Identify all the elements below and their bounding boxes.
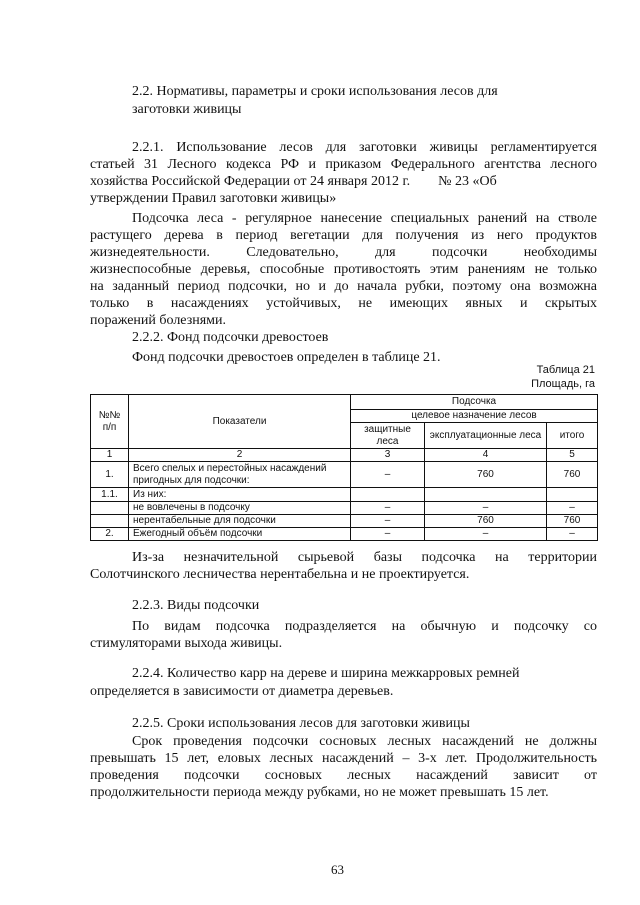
- row-protective: –: [351, 515, 425, 528]
- p225-line3: проведения подсочки сосновых лесных насаждений зависит от: [90, 768, 597, 783]
- page-number: 63: [331, 862, 344, 877]
- table-index-row: [91, 449, 598, 462]
- col-podsochka-header: Подсочка: [351, 395, 598, 410]
- heading-223: 2.2.3. Виды подсочки: [132, 598, 260, 613]
- row-protective: –: [351, 502, 425, 515]
- podsochka-line4: жизнеспособные деревья, способные противостоять этим ранениям не только: [90, 262, 597, 277]
- row-total: –: [547, 528, 598, 541]
- table-row: [91, 502, 598, 515]
- p221-line3: хозяйства Российской Федерации от 24 января 2012 г. № 23 «Об: [90, 174, 497, 189]
- row-protective: [351, 488, 425, 502]
- table-row: [91, 462, 598, 488]
- row-num: 1.1.: [91, 488, 129, 502]
- p225-line4: продолжительности периода между рубками, но не может превышать 15 лет.: [90, 785, 549, 800]
- col-exploitation-header: эксплуатационные леса: [425, 423, 547, 449]
- row-exploitation: 760: [425, 462, 547, 488]
- row-label: не вовлечены в подсочку: [129, 502, 351, 515]
- table-row: [91, 528, 598, 541]
- row-num: [91, 515, 129, 528]
- section-title-line2: заготовки живицы: [132, 102, 242, 117]
- table-row: [91, 515, 598, 528]
- col-purpose-header: целевое назначение лесов: [351, 410, 598, 423]
- row-exploitation: –: [425, 528, 547, 541]
- table-unit: Площадь, га: [531, 378, 595, 390]
- p225-line2: превышать 15 лет, еловых лесных насаждений – 3-х лет. Продолжительность: [90, 751, 597, 766]
- row-exploitation: 760: [425, 515, 547, 528]
- row-label: Ежегодный объём подсочки: [129, 528, 351, 541]
- podsochka-line2: растущего дерева в период вегетации для получения из него продуктов: [90, 228, 597, 243]
- after-table-line2: Солотчинского лесничества нерентабельна и не проектируется.: [90, 567, 470, 582]
- p223-line1: По видам подсочка подразделяется на обычную и подсочку со: [132, 619, 597, 634]
- idx-cell: 1: [91, 449, 129, 462]
- podsochka-line7: поражений болезнями.: [90, 313, 227, 328]
- idx-cell: 5: [547, 449, 598, 462]
- p224: определяется в зависимости от диаметра деревьев.: [90, 684, 394, 699]
- row-total: 760: [547, 462, 598, 488]
- row-protective: –: [351, 528, 425, 541]
- row-label: Из них:: [129, 488, 351, 502]
- row-num: 2.: [91, 528, 129, 541]
- col-total-header: итого: [547, 423, 598, 449]
- row-exploitation: [425, 488, 547, 502]
- table-21: [90, 394, 598, 541]
- col-protective-header: защитные леса: [351, 423, 425, 449]
- row-label: Всего спелых и перестойных насаждений пригодных для подсочки:: [129, 462, 351, 488]
- p223-line2: стимуляторами выхода живицы.: [90, 636, 283, 651]
- heading-224: 2.2.4. Количество карр на дереве и ширина межкарровых ремней: [132, 666, 520, 681]
- idx-cell: 3: [351, 449, 425, 462]
- heading-222: 2.2.2. Фонд подсочки древостоев: [132, 330, 329, 345]
- row-num: [91, 502, 129, 515]
- idx-cell: 4: [425, 449, 547, 462]
- row-total: [547, 488, 598, 502]
- table-header-row1: [91, 395, 598, 410]
- row-protective: –: [351, 462, 425, 488]
- table-row: [91, 488, 598, 502]
- section-title-line1: 2.2. Нормативы, параметры и сроки использования лесов для: [132, 84, 498, 99]
- podsochka-line1: Подсочка леса - регулярное нанесение специальных ранений на стволе: [132, 211, 597, 226]
- col-num-header: №№ п/п: [91, 395, 129, 449]
- podsochka-line6: только в насаждениях устойчивых, не имеющих явных и скрытых: [90, 296, 597, 311]
- col-indicators-header: Показатели: [129, 395, 351, 449]
- idx-cell: 2: [129, 449, 351, 462]
- podsochka-line5: на заданный период подсочки, но и до начала рубки, поэтому она возможна: [90, 279, 597, 294]
- p221-line4: утверждении Правил заготовки живицы»: [90, 191, 337, 206]
- p222: Фонд подсочки древостоев определен в таблице 21.: [132, 350, 441, 365]
- heading-225: 2.2.5. Сроки использования лесов для заготовки живицы: [132, 716, 470, 731]
- row-total: –: [547, 502, 598, 515]
- p225-line1: Срок проведения подсочки сосновых лесных насаждений не должны: [132, 734, 597, 749]
- p221-line2: статьей 31 Лесного кодекса РФ и приказом Федерального агентства лесного: [90, 157, 597, 172]
- p221-line1: 2.2.1. Использование лесов для заготовки живицы регламентируется: [132, 140, 597, 155]
- table-caption: Таблица 21: [536, 364, 595, 376]
- row-num: 1.: [91, 462, 129, 488]
- row-label: нерентабельные для подсочки: [129, 515, 351, 528]
- podsochka-line3: жизнедеятельности. Следовательно, для подсочки необходимы: [90, 245, 597, 260]
- after-table-line1: Из-за незначительной сырьевой базы подсочка на территории: [132, 550, 597, 565]
- row-total: 760: [547, 515, 598, 528]
- row-exploitation: –: [425, 502, 547, 515]
